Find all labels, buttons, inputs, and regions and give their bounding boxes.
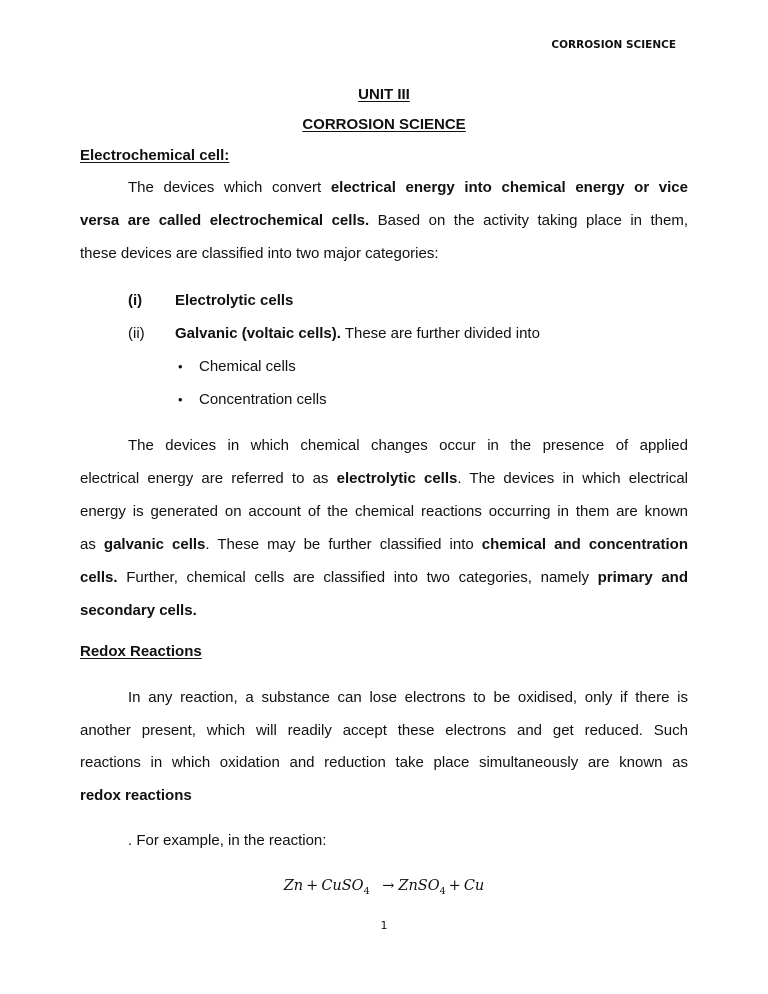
bullet-icon: • <box>178 392 183 407</box>
bold-text-run: chemical and concentration <box>481 536 688 553</box>
text-run: Further, chemical cells are classified into two categories, namely <box>117 569 598 586</box>
page-number: 1 <box>380 919 388 932</box>
bullet-item-chemical-cells: Chemical cells <box>199 358 296 375</box>
equation-term: Zn <box>283 878 304 894</box>
text-run: Based on the activity taking place in them, <box>369 212 688 229</box>
equation-operator: + <box>306 878 319 894</box>
text-run: as <box>80 536 104 553</box>
text-run: . The devices in which electrical <box>457 470 688 487</box>
equation-subscript: 4 <box>363 885 370 897</box>
equation-term: Cu <box>463 878 485 894</box>
paragraph-line: another present, which will readily accept these electrons and get reduced. Such <box>80 722 688 739</box>
bold-text-run: galvanic cells <box>103 536 206 553</box>
text-run: electrical energy are referred to as <box>80 470 337 487</box>
running-header: CORROSION SCIENCE <box>551 39 676 51</box>
paragraph-line: secondary cells. <box>80 602 197 619</box>
paragraph-line: reactions in which oxidation and reduction take place simultaneously are known as <box>80 754 688 771</box>
bold-text-run: primary and <box>597 569 688 586</box>
equation-term: ZnSO <box>398 878 440 894</box>
equation-term: CuSO <box>321 878 364 894</box>
bold-text-run: cells. <box>80 569 118 586</box>
example-intro: . For example, in the reaction: <box>128 832 327 849</box>
subject-title: CORROSION SCIENCE <box>302 116 466 133</box>
paragraph-line: energy is generated on account of the chemical reactions occurring in them are known <box>80 503 688 520</box>
reaction-arrow-icon: → <box>382 878 395 894</box>
list-item-galvanic <box>175 325 540 342</box>
text-run: The devices which convert <box>128 179 331 196</box>
paragraph-line: redox reactions <box>80 787 192 804</box>
paragraph-line <box>80 212 688 229</box>
bold-text-run: electrical energy into chemical energy or vice <box>330 179 688 196</box>
paragraph-line: In any reaction, a substance can lose electrons to be oxidised, only if there is <box>128 689 688 706</box>
paragraph-line: The devices in which chemical changes occur in the presence of applied <box>128 437 688 454</box>
bold-text-run: versa are called electrochemical cells. <box>80 212 370 229</box>
equation-operator: + <box>448 878 461 894</box>
bullet-item-concentration-cells: Concentration cells <box>199 391 327 408</box>
paragraph-line <box>80 470 688 487</box>
paragraph-line <box>80 536 688 553</box>
unit-title: UNIT III <box>358 86 410 103</box>
bold-text-run: electrolytic cells <box>336 470 458 487</box>
equation-subscript: 4 <box>439 885 446 897</box>
paragraph-line: these devices are classified into two major categories: <box>80 245 439 262</box>
list-item-electrolytic <box>175 292 293 309</box>
paragraph-line <box>80 569 688 586</box>
bold-text-run: Electrolytic cells <box>175 292 294 309</box>
list-number: (i) <box>128 292 143 309</box>
section-heading-electrochemical-cell: Electrochemical cell: <box>80 147 230 164</box>
text-run: . These may be further classified into <box>205 536 482 553</box>
chemical-equation <box>0 878 768 897</box>
bullet-icon: • <box>178 359 183 374</box>
paragraph-line <box>80 179 688 196</box>
list-number: (ii) <box>128 325 145 342</box>
section-heading-redox-reactions: Redox Reactions <box>80 643 202 660</box>
text-run: These are further divided into <box>340 325 540 342</box>
bold-text-run: Galvanic (voltaic cells). <box>175 325 341 342</box>
